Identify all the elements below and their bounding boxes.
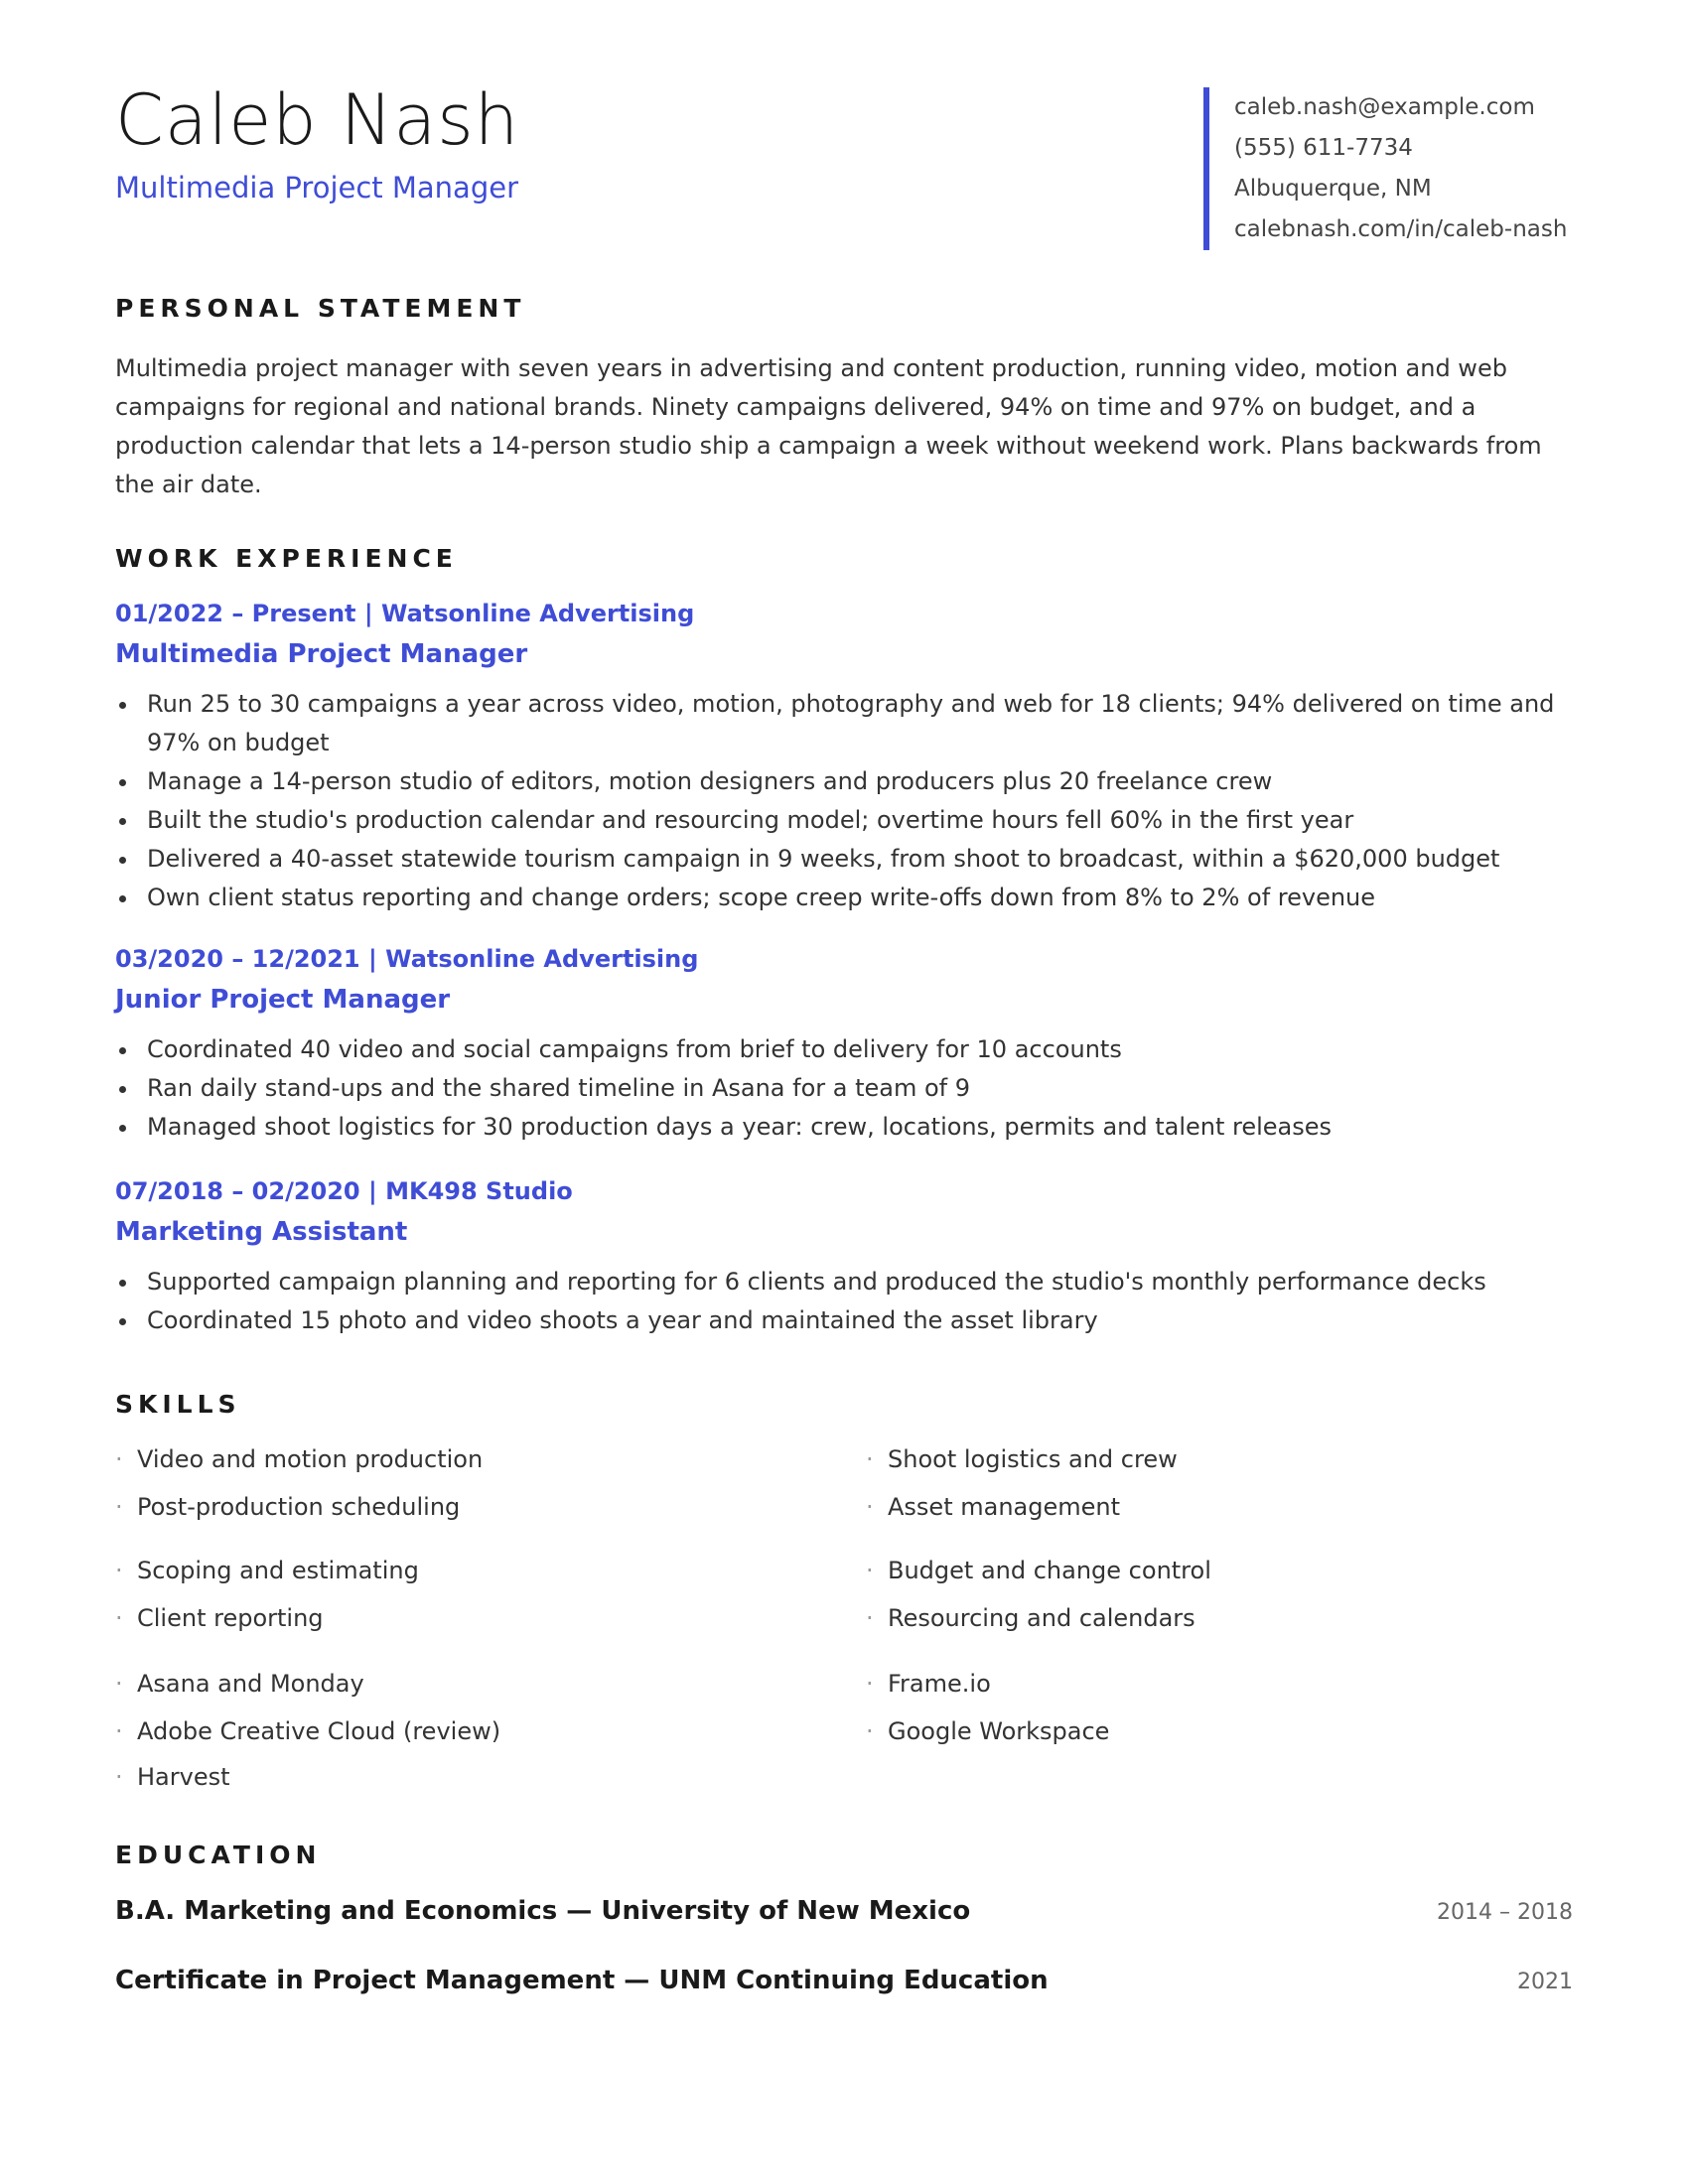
bullet-dot: · (866, 1717, 874, 1745)
skill-item: · Harvest (115, 1763, 230, 1791)
contact-phone[interactable]: (555) 611-7734 (1234, 135, 1413, 161)
bullet-dot: · (115, 1763, 123, 1791)
bullet-dot: · (115, 1557, 123, 1584)
job-2-heading: 03/2020 – 12/2021 | Watsonline Advertising (115, 945, 699, 973)
contact-block (1203, 87, 1567, 250)
contact-location: Albuquerque, NM (1234, 176, 1432, 202)
skill-item: · Asana and Monday (115, 1670, 364, 1698)
job-1-title: Multimedia Project Manager (115, 639, 528, 669)
list-item: Manage a 14-person studio of editors, motion designers and producers plus 20 freelance crew (115, 762, 1573, 801)
skills-heading: SKILLS (115, 1390, 241, 1419)
bullet-dot: · (866, 1670, 874, 1698)
list-item: Delivered a 40-asset statewide tourism campaign in 9 weeks, from shoot to broadcast, within a $620,000 budget (115, 840, 1573, 879)
bullet-dot: · (115, 1717, 123, 1745)
list-item: Managed shoot logistics for 30 production days a year: crew, locations, permits and talent releases (115, 1108, 1573, 1147)
candidate-name: Caleb Nash (115, 79, 520, 161)
list-item: Built the studio's production calendar and resourcing model; overtime hours fell 60% in the first year (115, 801, 1573, 840)
skill-item: · Budget and change control (866, 1557, 1211, 1584)
skill-item: · Google Workspace (866, 1717, 1110, 1745)
education-item-1-degree: B.A. Marketing and Economics — University of New Mexico (115, 1896, 971, 1926)
bullet-dot: · (115, 1445, 123, 1473)
personal-statement-heading: PERSONAL STATEMENT (115, 294, 526, 323)
list-item: Own client status reporting and change orders; scope creep write-offs down from 8% to 2% of revenue (115, 879, 1573, 917)
bullet-dot: · (115, 1604, 123, 1632)
bullet-dot: · (866, 1557, 874, 1584)
bullet-dot: · (866, 1493, 874, 1521)
list-item: Ran daily stand-ups and the shared timeline in Asana for a team of 9 (115, 1069, 1573, 1108)
education-item-2-dates: 2021 (1517, 1970, 1573, 1994)
job-3-bullets (115, 1263, 1573, 1340)
work-experience-heading: WORK EXPERIENCE (115, 544, 458, 573)
list-item: Coordinated 40 video and social campaigns from brief to delivery for 10 accounts (115, 1030, 1573, 1069)
job-1-bullets (115, 685, 1573, 917)
bullet-dot: · (866, 1604, 874, 1632)
education-item-2-degree: Certificate in Project Management — UNM Continuing Education (115, 1966, 1049, 1995)
education-item-1-dates: 2014 – 2018 (1437, 1900, 1573, 1925)
candidate-role: Multimedia Project Manager (115, 171, 518, 205)
job-3-heading: 07/2018 – 02/2020 | MK498 Studio (115, 1177, 573, 1205)
skill-item: · Asset management (866, 1493, 1120, 1521)
job-3-title: Marketing Assistant (115, 1217, 408, 1247)
skill-item: · Client reporting (115, 1604, 324, 1632)
list-item: Run 25 to 30 campaigns a year across video, motion, photography and web for 18 clients; 94% delivered on time and 97% on budget (115, 685, 1573, 762)
resume-page (115, 0, 1573, 2184)
resume-header (115, 77, 1573, 256)
skill-item: · Frame.io (866, 1670, 991, 1698)
bullet-dot: · (115, 1670, 123, 1698)
bullet-dot: · (115, 1493, 123, 1521)
skill-item: · Shoot logistics and crew (866, 1445, 1178, 1473)
skill-item: · Video and motion production (115, 1445, 484, 1473)
contact-email[interactable]: caleb.nash@example.com (1234, 94, 1535, 120)
job-1-heading: 01/2022 – Present | Watsonline Advertising (115, 600, 695, 627)
contact-website[interactable]: calebnash.com/in/caleb-nash (1234, 216, 1568, 242)
job-2-bullets (115, 1030, 1573, 1147)
personal-statement-text: Multimedia project manager with seven years in advertising and content production, running video, motion and web campaigns for regional and national brands. Ninety campaigns delivered, 94% on time and 97% on budget, and a production calendar that lets a 14-person studio ship a campaign a week without weekend work. Plans backwards from the air date. (115, 354, 1542, 498)
bullet-dot: · (866, 1445, 874, 1473)
education-heading: EDUCATION (115, 1841, 322, 1869)
job-2-title: Junior Project Manager (115, 985, 451, 1015)
skill-item: · Adobe Creative Cloud (review) (115, 1717, 501, 1745)
skill-item: · Scoping and estimating (115, 1557, 419, 1584)
skill-item: · Resourcing and calendars (866, 1604, 1196, 1632)
skill-item: · Post-production scheduling (115, 1493, 461, 1521)
list-item: Supported campaign planning and reporting for 6 clients and produced the studio's monthly performance decks (115, 1263, 1573, 1301)
list-item: Coordinated 15 photo and video shoots a year and maintained the asset library (115, 1301, 1573, 1340)
